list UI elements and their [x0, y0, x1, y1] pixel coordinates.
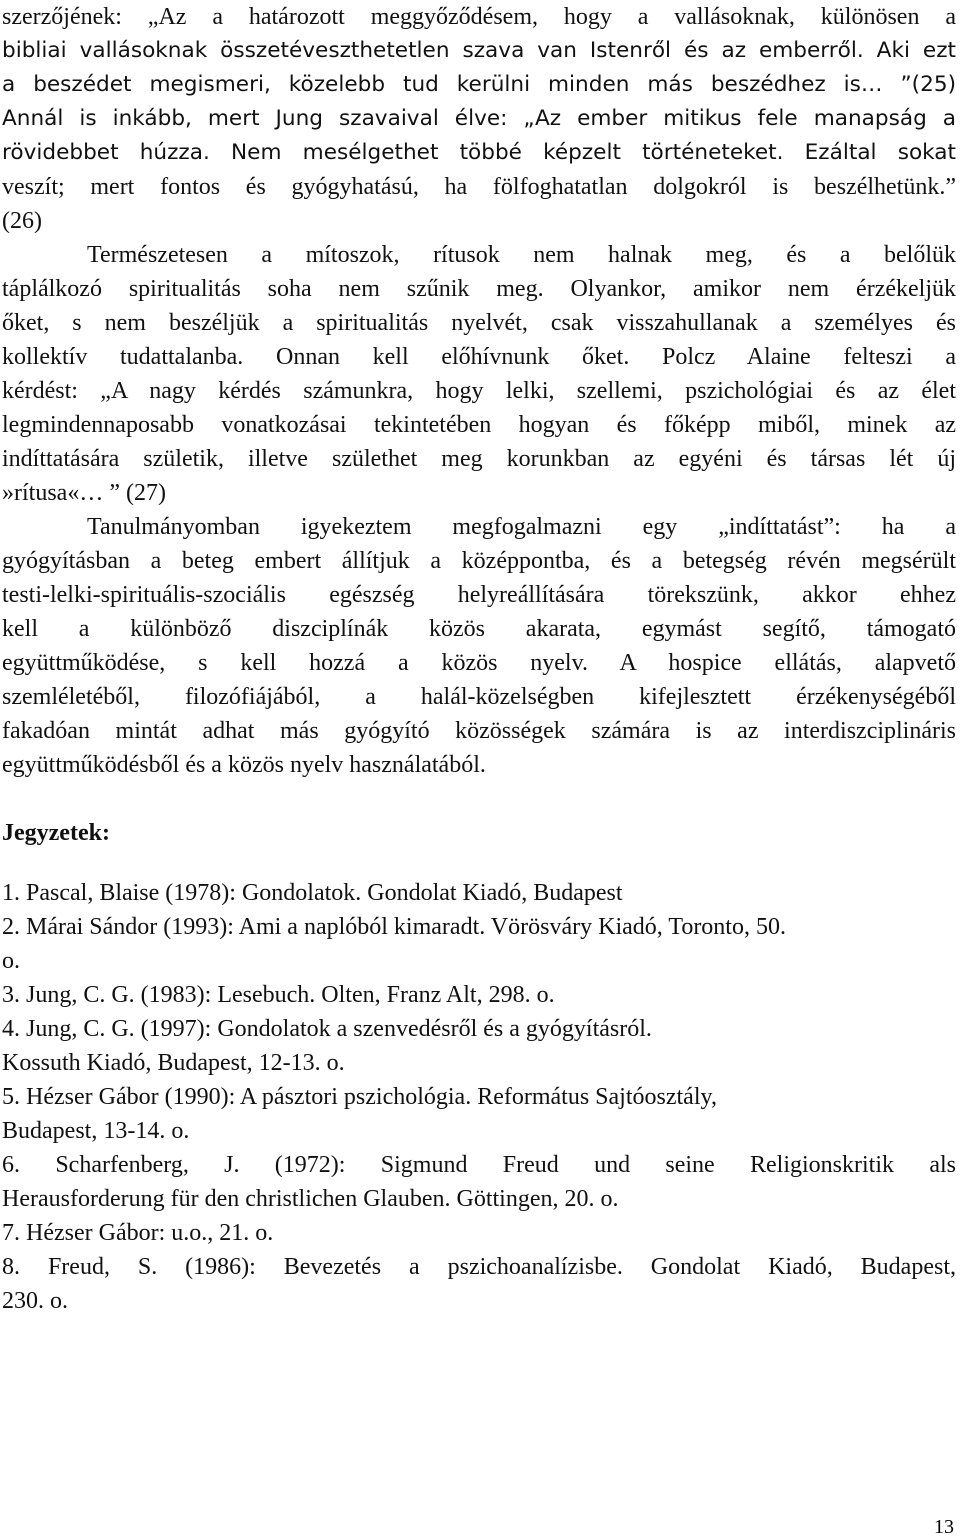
text-line: testi-lelki-spirituális-szociális egészség helyreállítására törekszünk, akkor ehhez	[2, 582, 956, 608]
text-line: szemléletéből, filozófiájából, a halál-közelségben kifejlesztett érzékenységéből	[2, 684, 956, 710]
note-item	[2, 1080, 956, 1148]
text-line: együttműködése, s kell hozzá a közös nyelv. A hospice ellátás, alapvető	[2, 650, 956, 676]
notes-heading: Jegyzetek:	[2, 820, 110, 846]
text-line: bibliai vallásoknak összetéveszthetetlen szava van Istenről és az emberről. Aki ezt	[2, 38, 956, 63]
note-item	[2, 1250, 956, 1318]
text-line: kérdést: „A nagy kérdés számunkra, hogy lelki, szellemi, pszichológiai és az élet	[2, 378, 956, 404]
text-line: szerzőjének: „Az a határozott meggyőződésem, hogy a vallásoknak, különösen a	[2, 4, 956, 30]
note-line: 4. Jung, C. G. (1997): Gondolatok a szenvedésről és a gyógyításról.	[2, 1016, 652, 1042]
note-item	[2, 1148, 956, 1216]
text-line: fakadóan mintát adhat más gyógyító közösségek számára is az interdiszciplináris	[2, 718, 956, 744]
text-line: együttműködésből és a közös nyelv használatából.	[2, 752, 486, 778]
text-line: kell a különböző diszciplínák közös akarata, egymást segítő, támogató	[2, 616, 956, 642]
note-line: Budapest, 13-14. o.	[2, 1118, 190, 1144]
note-line: 7. Hézser Gábor: u.o., 21. o.	[2, 1220, 274, 1246]
text-line: (26)	[2, 208, 42, 234]
note-line: 1. Pascal, Blaise (1978): Gondolatok. Gondolat Kiadó, Budapest	[2, 880, 623, 906]
text-line: kollektív tudattalanba. Onnan kell előhívnunk őket. Polcz Alaine felteszi a	[2, 344, 956, 370]
note-line: Herausforderung für den christlichen Glauben. Göttingen, 20. o.	[2, 1186, 619, 1212]
note-line: Kossuth Kiadó, Budapest, 12-13. o.	[2, 1050, 345, 1076]
paragraph-1	[2, 0, 956, 238]
note-line: 3. Jung, C. G. (1983): Lesebuch. Olten, Franz Alt, 298. o.	[2, 982, 555, 1008]
text-line: veszít; mert fontos és gyógyhatású, ha fölfoghatatlan dolgokról is beszélhetünk.”	[2, 174, 956, 200]
text-line: táplálkozó spiritualitás soha nem szűnik meg. Olyankor, amikor nem érzékeljük	[2, 276, 956, 302]
note-line: 6. Scharfenberg, J. (1972): Sigmund Freud und seine Religionskritik als	[2, 1152, 956, 1178]
text-line: indíttatására születik, illetve születhet meg korunkban az egyéni és társas lét új	[2, 446, 956, 472]
note-line: 2. Márai Sándor (1993): Ami a naplóból kimaradt. Vörösváry Kiadó, Toronto, 50.	[2, 914, 786, 940]
note-item	[2, 876, 956, 910]
text-line: legmindennaposabb vonatkozásai tekintetében hogyan és főképp miből, minek az	[2, 412, 956, 438]
text-line: Tanulmányomban igyekeztem megfogalmazni egy „indíttatást”: ha a	[87, 514, 956, 540]
text-line: őket, s nem beszéljük a spiritualitás nyelvét, csak visszahullanak a személyes és	[2, 310, 956, 336]
note-item	[2, 910, 956, 978]
text-line: gyógyításban a beteg embert állítjuk a középpontba, és a betegség révén megsérült	[2, 548, 956, 574]
note-item	[2, 1012, 956, 1080]
text-line: a beszédet megismeri, közelebb tud kerülni minden más beszédhez is… ”(25)	[2, 72, 956, 97]
note-item	[2, 978, 956, 1012]
note-item	[2, 1216, 956, 1250]
paragraph-3	[2, 510, 956, 782]
page-number: 13	[934, 1516, 954, 1538]
notes-list	[2, 876, 956, 1318]
note-line: o.	[2, 948, 20, 974]
text-line: »rítusa«… ” (27)	[2, 480, 166, 506]
note-line: 8. Freud, S. (1986): Bevezetés a pszichoanalízisbe. Gondolat Kiadó, Budapest,	[2, 1254, 956, 1280]
text-line: rövidebbet húzza. Nem mesélgethet többé képzelt történeteket. Ezáltal sokat	[2, 140, 956, 165]
note-line: 5. Hézser Gábor (1990): A pásztori pszichológia. Református Sajtóosztály,	[2, 1084, 717, 1110]
text-line: Természetesen a mítoszok, rítusok nem halnak meg, és a belőlük	[87, 242, 956, 268]
text-line: Annál is inkább, mert Jung szavaival élve: „Az ember mitikus fele manapság a	[2, 106, 956, 131]
paragraph-2	[2, 238, 956, 510]
note-line: 230. o.	[2, 1288, 68, 1314]
